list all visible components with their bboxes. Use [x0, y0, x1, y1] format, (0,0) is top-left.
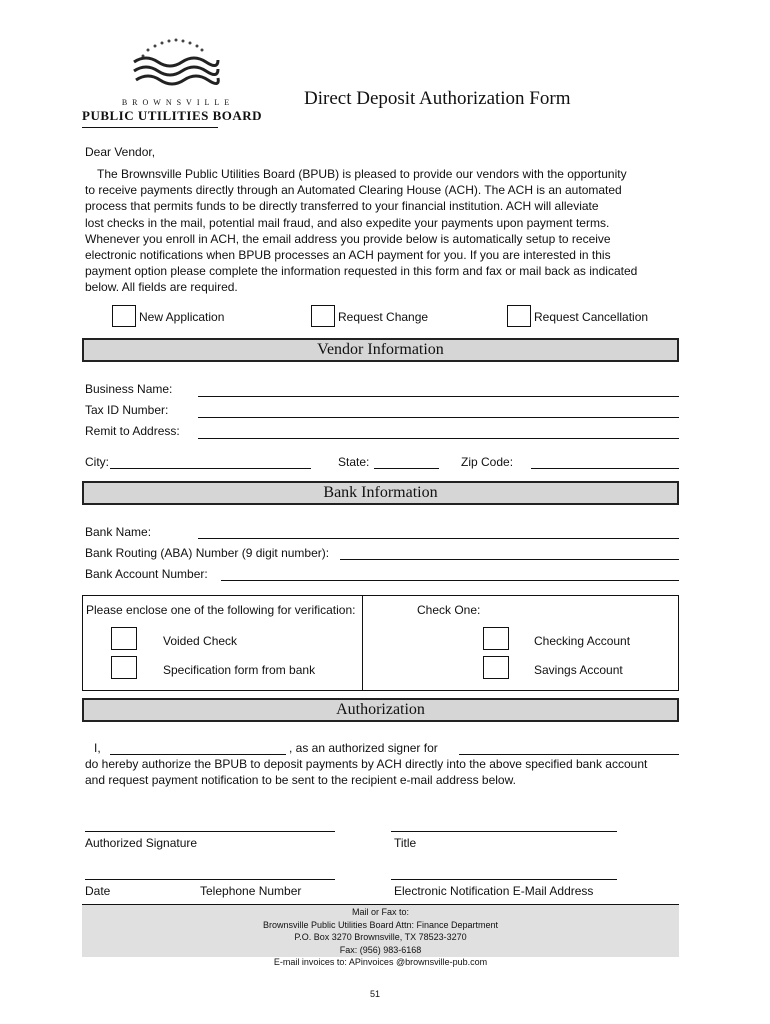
remit-address-label: Remit to Address:: [85, 424, 180, 438]
business-name-label: Business Name:: [85, 382, 173, 396]
city-label: City:: [85, 455, 109, 469]
mail-or-fax-text: Mail or Fax to:: [351, 907, 409, 917]
company-name-input[interactable]: [459, 754, 679, 755]
logo-org-name: PUBLIC UTILITIES BOARD: [82, 108, 263, 123]
zip-code-label: Zip Code:: [461, 455, 514, 469]
title-input[interactable]: [391, 831, 617, 832]
check-one-label: Check One:: [417, 603, 481, 617]
bank-name-label: Bank Name:: [85, 525, 152, 539]
authorized-signature-input[interactable]: [85, 831, 335, 832]
new-application-label: New Application: [139, 310, 225, 324]
auth-line-3: and request payment notification to be sent to the recipient e-mail address below.: [85, 773, 516, 787]
tax-id-label: Tax ID Number:: [85, 403, 169, 417]
savings-account-checkbox[interactable]: [483, 656, 509, 679]
fax-text: Fax: (956) 983-6168: [339, 944, 422, 955]
intro-line: electronic notifications when BPUB processes an ACH payment for you. If you are interested in this: [85, 248, 611, 263]
vendor-information-header: Vendor Information: [82, 338, 679, 362]
intro-line: payment option please complete the information requested in this form and fax or mail back as indicated: [85, 264, 638, 279]
voided-check-label: Voided Check: [163, 634, 238, 648]
greeting: Dear Vendor,: [85, 145, 156, 159]
bank-name-input[interactable]: [198, 538, 679, 539]
logo-underline: [82, 127, 218, 128]
email-input[interactable]: [391, 879, 617, 880]
auth-signer-text: , as an authorized signer for: [289, 741, 438, 755]
intro-line: Whenever you enroll in ACH, the email address you provide below is automatically setup to receive: [85, 231, 611, 246]
account-number-input[interactable]: [221, 580, 679, 581]
bpub-logo: [82, 38, 263, 130]
auth-line-2: do hereby authorize the BPUB to deposit payments by ACH directly into the above specified bank account: [85, 757, 648, 771]
logo-org-small: BROWNSVILLE: [121, 98, 235, 107]
verification-prompt: Please enclose one of the following for verification:: [86, 603, 356, 617]
request-change-checkbox[interactable]: [311, 305, 335, 327]
bank-information-header: Bank Information: [82, 481, 679, 505]
title-label: Title: [394, 836, 417, 850]
checking-account-checkbox[interactable]: [483, 627, 509, 650]
authorization-header: Authorization: [82, 698, 679, 722]
request-cancellation-label: Request Cancellation: [534, 310, 649, 324]
signer-name-input[interactable]: [110, 754, 286, 755]
routing-number-input[interactable]: [340, 559, 679, 560]
logo-waves-icon: [108, 38, 248, 98]
intro-line: process that permits funds to be directly transferred to your financial institution. ACH will alleviate: [85, 199, 599, 214]
invoice-email-text: E-mail invoices to: APinvoices @brownsville-pub.com: [273, 957, 488, 967]
voided-check-checkbox[interactable]: [111, 627, 137, 650]
state-input[interactable]: [374, 468, 439, 469]
request-change-label: Request Change: [338, 310, 429, 324]
business-name-input[interactable]: [198, 396, 679, 397]
intro-line: below. All fields are required.: [85, 280, 238, 295]
specification-form-checkbox[interactable]: [111, 656, 137, 679]
state-label: State:: [338, 455, 370, 469]
intro-line: lost checks in the mail, potential mail fraud, and also expedite your payments upon payment terms.: [85, 215, 610, 230]
routing-number-label: Bank Routing (ABA) Number (9 digit number):: [85, 546, 330, 560]
date-telephone-input[interactable]: [85, 879, 335, 880]
authorized-signature-label: Authorized Signature: [85, 836, 198, 850]
specification-form-label: Specification form from bank: [163, 663, 316, 677]
savings-account-label: Savings Account: [534, 663, 623, 677]
form-title: Direct Deposit Authorization Form: [304, 88, 571, 109]
page-number: 51: [369, 989, 380, 999]
new-application-checkbox[interactable]: [112, 305, 136, 327]
po-box-text: P.O. Box 3270 Brownsville, TX 78523-3270: [294, 932, 467, 942]
city-input[interactable]: [110, 468, 311, 469]
remit-address-input[interactable]: [198, 438, 679, 439]
telephone-label: Telephone Number: [200, 884, 302, 898]
tax-id-input[interactable]: [198, 417, 679, 418]
auth-i-label: I,: [94, 741, 101, 755]
email-label: Electronic Notification E-Mail Address: [394, 884, 594, 898]
request-cancellation-checkbox[interactable]: [507, 305, 531, 327]
intro-paragraph: [85, 166, 685, 296]
attn-text: Brownsville Public Utilities Board Attn: Finance Department: [262, 919, 499, 930]
date-label: Date: [85, 884, 111, 898]
intro-line: to receive payments directly through an Automated Clearing House (ACH). The ACH is an automated: [85, 183, 622, 198]
checking-account-label: Checking Account: [534, 634, 631, 648]
zip-code-input[interactable]: [531, 468, 679, 469]
intro-line: The Brownsville Public Utilities Board (BPUB) is pleased to provide our vendors with the opportunity: [97, 167, 627, 181]
mailing-info-box: [82, 904, 679, 957]
account-number-label: Bank Account Number:: [85, 567, 208, 581]
verification-divider: [362, 595, 363, 691]
